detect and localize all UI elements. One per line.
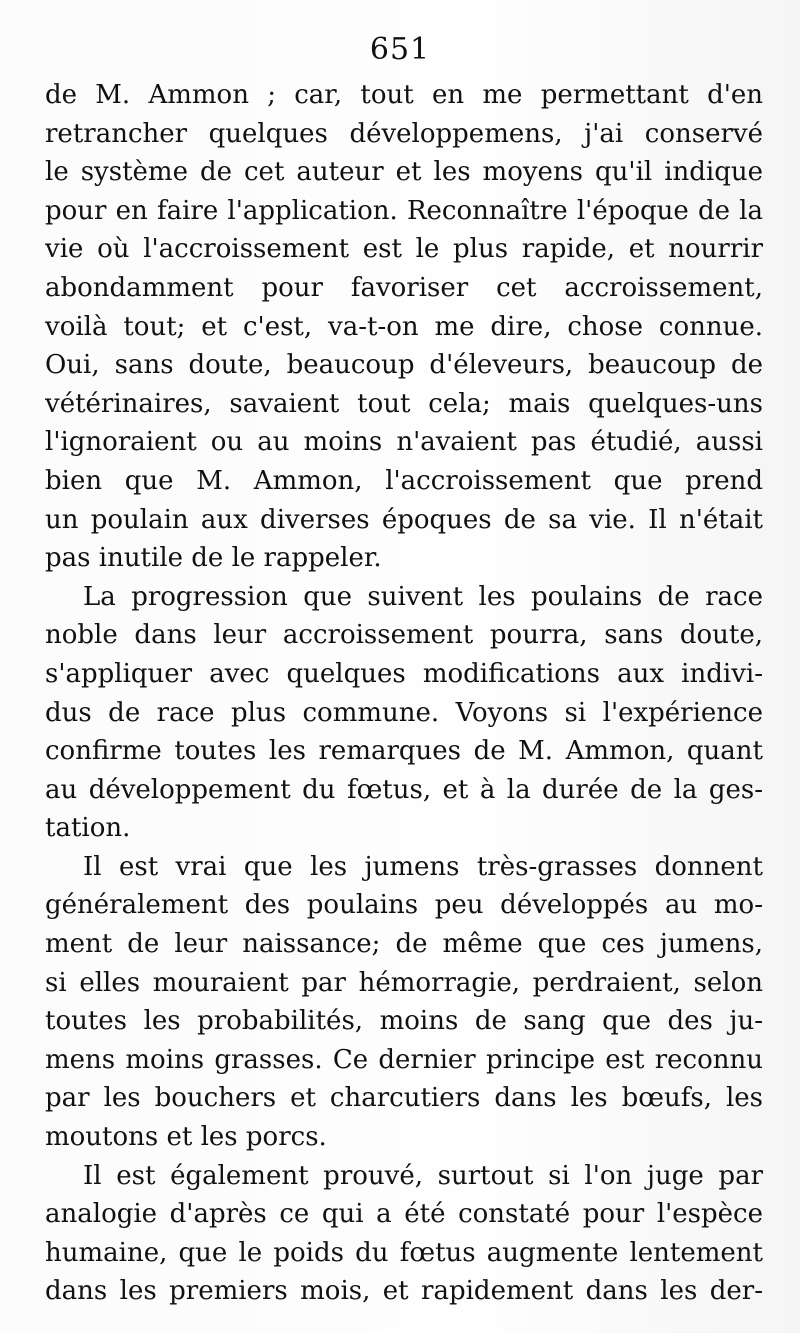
text-line: moutons et les porcs.	[45, 1122, 327, 1153]
text-line: dus de race plus commune. Voyons si l'expérience	[45, 697, 763, 728]
text-line: par les bouchers et charcutiers dans les bœufs, les	[45, 1083, 763, 1114]
text-line: confirme toutes les remarques de M. Ammon, quant	[45, 736, 763, 767]
paragraph-first-line: Il est vrai que les jumens très-grasses donnent	[83, 851, 763, 882]
text-line: le système de cet auteur et les moyens qu'il indique	[45, 157, 763, 188]
text-line: ment de leur naissance; de même que ces jumens,	[45, 929, 763, 960]
text-line: tation.	[45, 813, 131, 844]
text-line: toutes les probabilités, moins de sang que des ju-	[45, 1006, 763, 1037]
paragraph-first-line: Il est également prouvé, surtout si l'on juge par	[83, 1160, 763, 1191]
text-line: pour en faire l'application. Reconnaître l'époque de la	[45, 195, 763, 226]
paragraph-first-line: La progression que suivent les poulains de race	[83, 581, 763, 612]
text-line: noble dans leur accroissement pourra, sans doute,	[45, 620, 763, 651]
text-line: vétérinaires, savaient tout cela; mais quelques-uns	[45, 388, 763, 419]
text-line: retrancher quelques développemens, j'ai conservé	[45, 118, 763, 149]
text-line: vie où l'accroissement est le plus rapide, et nourrir	[45, 234, 763, 265]
text-line: analogie d'après ce qui a été constaté pour l'espèce	[45, 1199, 763, 1230]
text-line: au développement du fœtus, et à la durée de la ges-	[45, 774, 763, 805]
text-line: humaine, que le poids du fœtus augmente lentement	[45, 1237, 763, 1268]
text-line: pas inutile de le rappeler.	[45, 543, 382, 574]
text-line: si elles mouraient par hémorragie, perdraient, selon	[45, 967, 763, 998]
text-line: un poulain aux diverses époques de sa vie. Il n'était	[45, 504, 763, 535]
text-line: généralement des poulains peu développés au mo-	[45, 890, 763, 921]
text-line: voilà tout; et c'est, va-t-on me dire, chose connue.	[45, 311, 763, 342]
body-text	[45, 76, 763, 1311]
text-line: abondamment pour favoriser cet accroissement,	[45, 272, 763, 303]
text-line: bien que M. Ammon, l'accroissement que prend	[45, 465, 763, 496]
text-line: Oui, sans doute, beaucoup d'éleveurs, beaucoup de	[45, 350, 763, 381]
text-line: de M. Ammon ; car, tout en me permettant d'en	[45, 80, 763, 110]
text-line: dans les premiers mois, et rapidement dans les der-	[45, 1276, 763, 1307]
page-number: 651	[369, 32, 431, 67]
text-line: mens moins grasses. Ce dernier principe est reconnu	[45, 1044, 763, 1075]
text-line: s'appliquer avec quelques modifications aux indivi-	[45, 658, 763, 689]
text-line: l'ignoraient ou au moins n'avaient pas étudié, aussi	[45, 427, 763, 458]
